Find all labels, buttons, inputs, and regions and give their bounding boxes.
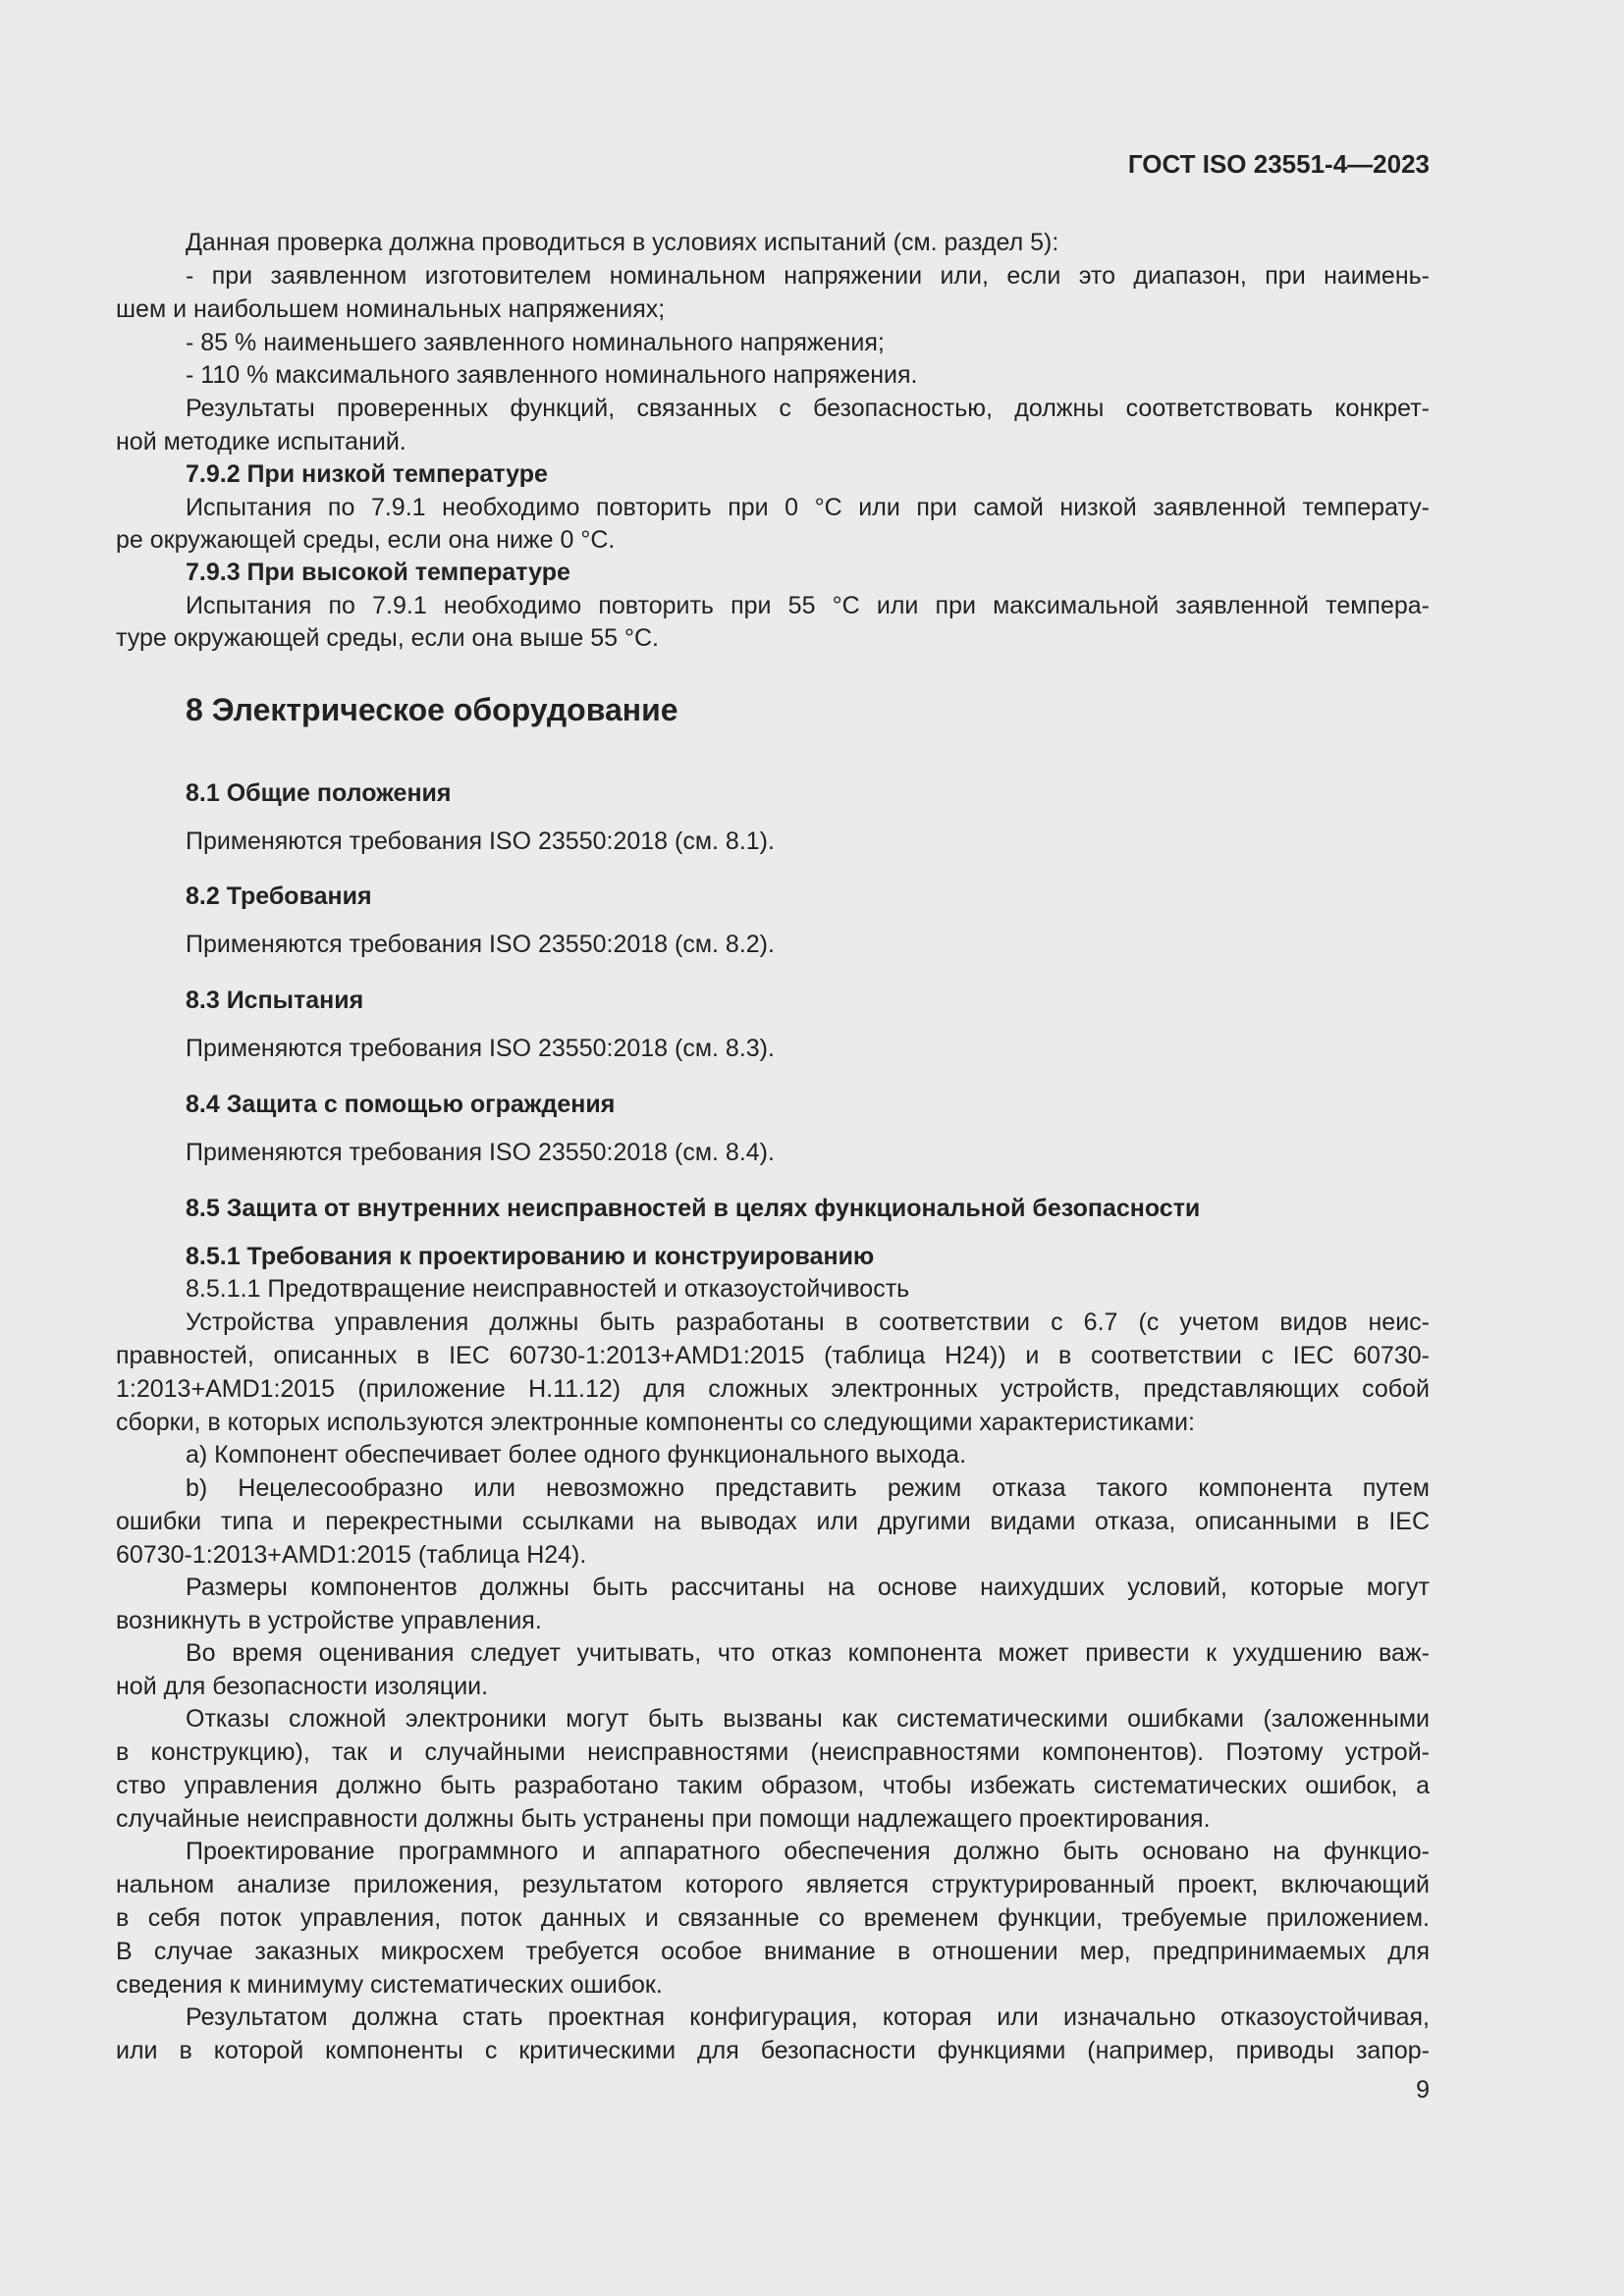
- paragraph-line: 1:2013+AMD1:2015 (приложение H.11.12) для сложных электронных устройств, представляющих собой: [116, 1375, 1430, 1403]
- paragraph-line: или в которой компоненты с критическими для безопасности функциями (например, приводы запор-: [116, 2037, 1430, 2064]
- page-number: 9: [1416, 2076, 1430, 2104]
- subsection-heading: 7.9.2 При низкой температуре: [186, 460, 548, 488]
- list-item-line: - 110 % максимального заявленного номинального напряжения.: [186, 361, 918, 389]
- paragraph-line: Применяются требования ISO 23550:2018 (см. 8.4).: [186, 1139, 775, 1166]
- clause-heading: 8.5.1.1 Предотвращение неисправностей и отказоустойчивость: [186, 1275, 910, 1303]
- paragraph-line: Применяются требования ISO 23550:2018 (см. 8.2).: [186, 931, 775, 958]
- paragraph-line: в конструкцию), так и случайными неисправностями (неисправностями компонентов). Поэтому устрой-: [116, 1738, 1430, 1766]
- paragraph-line: В случае заказных микросхем требуется особое внимание в отношении мер, предпринимаемых для: [116, 1938, 1430, 1965]
- paragraph-line: Проектирование программного и аппаратного обеспечения должно быть основано на функцио-: [186, 1838, 1430, 1865]
- paragraph-line: Устройства управления должны быть разработаны в соответствии с 6.7 (с учетом видов неис-: [186, 1308, 1430, 1336]
- paragraph-line: ство управления должно быть разработано таким образом, чтобы избежать систематических ошибок, а: [116, 1772, 1430, 1799]
- paragraph-line: правностей, описанных в IEC 60730-1:2013+AMD1:2015 (таблица H24)) и в соответствии с IEC 60730-: [116, 1342, 1430, 1369]
- section-heading: 8 Электрическое оборудование: [186, 692, 678, 727]
- list-item-line: - при заявленном изготовителем номинальном напряжении или, если это диапазон, при наимень-: [186, 262, 1430, 290]
- paragraph-line: сведения к минимуму систематических ошибок.: [116, 1971, 663, 1999]
- paragraph-line: Данная проверка должна проводиться в условиях испытаний (см. раздел 5):: [186, 229, 1059, 256]
- paragraph-line: Применяются требования ISO 23550:2018 (см. 8.3).: [186, 1035, 775, 1062]
- subsection-heading: 8.4 Защита с помощью ограждения: [186, 1091, 616, 1118]
- subsection-heading: 8.5 Защита от внутренних неисправностей в целях функциональной безопасности: [186, 1195, 1201, 1222]
- paragraph-line: в себя поток управления, поток данных и связанные со временем функции, требуемые приложением.: [116, 1904, 1430, 1932]
- subsection-heading: 8.1 Общие положения: [186, 779, 452, 807]
- paragraph-line: Во время оценивания следует учитывать, что отказ компонента может привести к ухудшению важ-: [186, 1639, 1430, 1667]
- list-item-line: - 85 % наименьшего заявленного номинального напряжения;: [186, 329, 885, 356]
- paragraph-line: ре окружающей среды, если она ниже 0 °С.: [116, 526, 616, 554]
- subsection-heading: 8.3 Испытания: [186, 987, 364, 1014]
- paragraph-line: шем и наибольшем номинальных напряжениях;: [116, 295, 666, 323]
- paragraph-line: Результатом должна стать проектная конфигурация, которая или изначально отказоустойчивая,: [186, 2003, 1430, 2031]
- subsection-heading: 7.9.3 При высокой температуре: [186, 559, 570, 586]
- paragraph-line: Испытания по 7.9.1 необходимо повторить при 0 °С или при самой низкой заявленной температу-: [186, 494, 1430, 521]
- paragraph-line: Результаты проверенных функций, связанных с безопасностью, должны соответствовать конкрет-: [186, 395, 1430, 422]
- paragraph-line: ной методике испытаний.: [116, 428, 406, 455]
- paragraph-line: ной для безопасности изоляции.: [116, 1673, 489, 1700]
- paragraph-line: туре окружающей среды, если она выше 55 °С.: [116, 624, 660, 652]
- doc-code-header: ГОСТ ISO 23551-4—2023: [1127, 149, 1430, 179]
- paragraph-line: ошибки типа и перекрестными ссылками на выводах или другими видами отказа, описанными в IEC: [116, 1508, 1430, 1535]
- paragraph-line: Отказы сложной электроники могут быть вызваны как систематическими ошибками (заложенными: [186, 1705, 1430, 1733]
- paragraph-line: Размеры компонентов должны быть рассчитаны на основе наихудших условий, которые могут: [186, 1574, 1430, 1601]
- list-item-line: b) Нецелесообразно или невозможно представить режим отказа такого компонента путем: [186, 1474, 1430, 1502]
- paragraph-line: нальном анализе приложения, результатом которого является структурированный проект, включающий: [116, 1871, 1430, 1898]
- subsection-heading: 8.2 Требования: [186, 882, 372, 910]
- paragraph-line: Применяются требования ISO 23550:2018 (см. 8.1).: [186, 828, 775, 855]
- list-item-line: a) Компонент обеспечивает более одного функционального выхода.: [186, 1441, 967, 1468]
- paragraph-line: возникнуть в устройстве управления.: [116, 1607, 542, 1634]
- paragraph-line: 60730-1:2013+AMD1:2015 (таблица H24).: [116, 1541, 587, 1569]
- paragraph-line: Испытания по 7.9.1 необходимо повторить при 55 °С или при максимальной заявленной темпера-: [186, 592, 1430, 619]
- paragraph-line: случайные неисправности должны быть устранены при помощи надлежащего проектирования.: [116, 1805, 1211, 1833]
- subsection-heading: 8.5.1 Требования к проектированию и конструированию: [186, 1243, 875, 1270]
- paragraph-line: сборки, в которых используются электронные компоненты со следующими характеристиками:: [116, 1409, 1195, 1436]
